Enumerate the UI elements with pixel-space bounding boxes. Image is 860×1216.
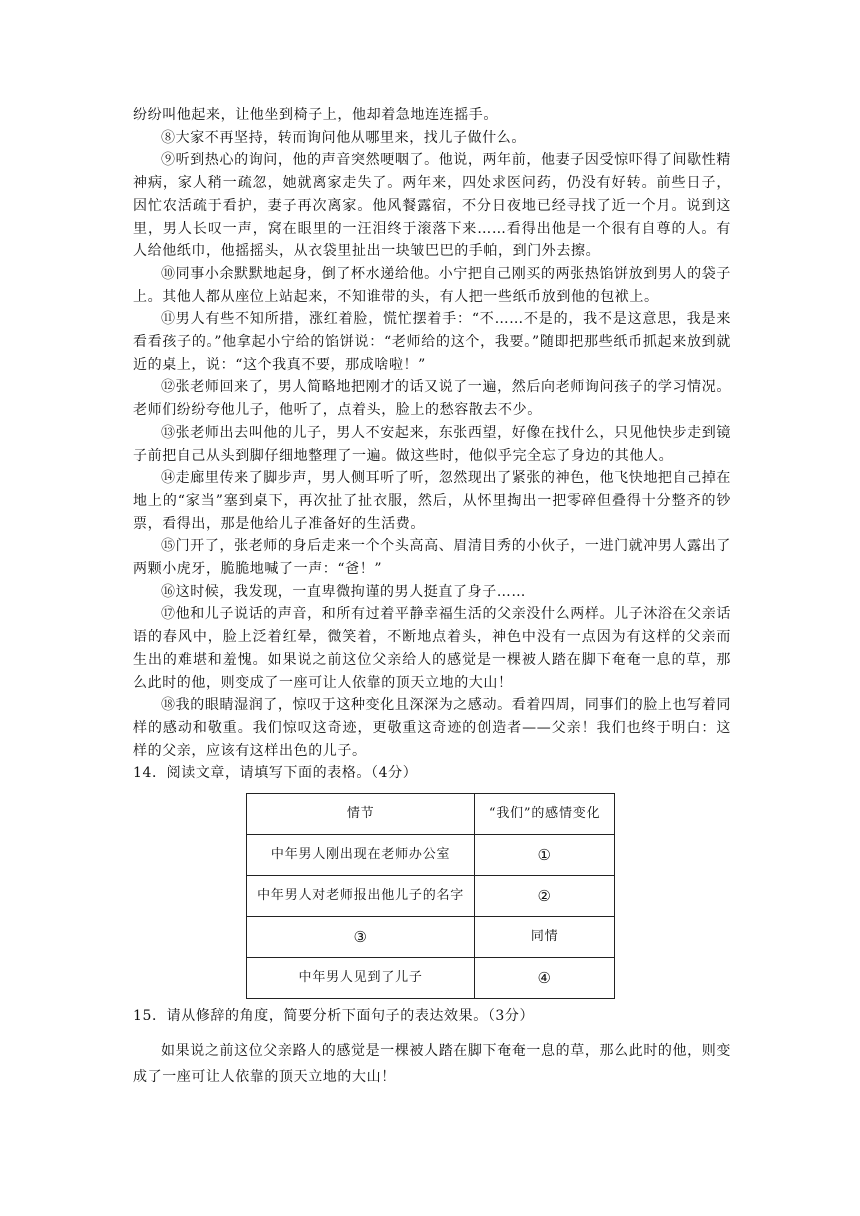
paragraph-11: ⑪男人有些不知所措，涨红着脸，慌忙摆着手：“不……不是的，我不是这意思，我是来看看孩子的。”他拿起小宁给的馅饼说：“老师给的这个，我要。”随即把那些纸币抓起来放到就近的桌上，说：“这个我真不要，那成啥啦！” — [133, 311, 731, 373]
table-cell-feeling: 同情 — [475, 917, 615, 958]
paragraph-8: ⑧大家不再坚持，转而询问他从哪里来，找儿子做什么。 — [161, 129, 526, 146]
question-14-prompt: 14．阅读文章，请填写下面的表格。（4分） — [133, 765, 418, 782]
table-header-plot: 情节 — [247, 794, 475, 835]
table-cell-plot: 中年男人对老师报出他儿子的名字 — [247, 876, 475, 917]
table-cell-plot: 中年男人见到了儿子 — [247, 958, 475, 999]
paragraph-16: ⑯这时候，我发现，一直卑微拘谨的男人挺直了身子…… — [161, 583, 526, 600]
table-cell-answer-blank[interactable]: ④ — [475, 958, 615, 999]
question-14-table — [246, 793, 615, 999]
table-header-feeling: “我们”的感情变化 — [475, 794, 615, 835]
paragraph-9: ⑨听到热心的询问，他的声音突然哽咽了。他说，两年前，他妻子因受惊吓得了间歇性精神病，家人稍一疏忽，她就离家走失了。两年来，四处求医问药，仍没有好转。前些日子，因忙农活疏于看护，妻子再次离家。他风餐露宿，不分日夜地已经寻找了近一个月。说到这里，男人长叹一声，窝在眼里的一汪泪终于滚落下来……看得出他是一个很有自尊的人。有人给他纸巾，他摇摇头，从衣袋里扯出一块皱巴巴的手帕，到门外去擦。 — [133, 152, 731, 260]
table-row — [247, 835, 615, 876]
question-15-prompt: 15．请从修辞的角度，简要分析下面句子的表达效果。（3分） — [133, 1008, 535, 1025]
table-cell-answer-blank[interactable]: ③ — [247, 917, 475, 958]
paragraph-13: ⑬张老师出去叫他的儿子，男人不安起来，东张西望，好像在找什么，只见他快步走到镜子前把自己从头到脚仔细地整理了一遍。做这些时，他似乎完全忘了身边的其他人。 — [133, 424, 731, 464]
paragraph-10: ⑩同事小余默默地起身，倒了杯水递给他。小宁把自己刚买的两张热馅饼放到男人的袋子上。其他人都从座位上站起来，不知谁带的头，有人把一些纸币放到他的包袱上。 — [133, 265, 731, 305]
table-cell-answer-blank[interactable]: ① — [475, 835, 615, 876]
table-cell-answer-blank[interactable]: ② — [475, 876, 615, 917]
table-row — [247, 876, 615, 917]
paragraph-12: ⑫张老师回来了，男人简略地把刚才的话又说了一遍，然后向老师询问孩子的学习情况。老师们纷纷夸他儿子，他听了，点着头，脸上的愁容散去不少。 — [133, 379, 731, 419]
document-page — [133, 104, 731, 1090]
paragraph-18: ⑱我的眼睛湿润了，惊叹于这种变化且深深为之感动。看着四周，同事们的脸上也写着同样的感动和敬重。我们惊叹这奇迹，更敬重这奇迹的创造者——父亲！我们也终于明白：这样的父亲，应该有这样出色的儿子。 — [133, 697, 731, 759]
paragraph-0: 纷纷叫他起来，让他坐到椅子上，他却着急地连连摇手。 — [133, 107, 498, 123]
table-cell-plot: 中年男人刚出现在老师办公室 — [247, 835, 475, 876]
paragraph-15: ⑮门开了，张老师的身后走来一个个头高高、眉清目秀的小伙子，一进门就冲男人露出了两颗小虎牙，脆脆地喊了一声：“爸！” — [133, 538, 731, 578]
table-header-row — [247, 794, 615, 835]
paragraph-17: ⑰他和儿子说话的声音，和所有过着平静幸福生活的父亲没什么两样。儿子沐浴在父亲话语的春风中，脸上泛着红晕，微笑着，不断地点着头，神色中没有一点因为有这样的父亲而生出的难堪和羞愧。如果说之前这位父亲给人的感觉是一棵被人踏在脚下奄奄一息的草，那么此时的他，则变成了一座可让人依靠的顶天立地的大山！ — [133, 606, 731, 691]
table-row — [247, 958, 615, 999]
paragraph-14: ⑭走廊里传来了脚步声，男人侧耳听了听，忽然现出了紧张的神色，他飞快地把自己掉在地上的“家当”塞到桌下，再次扯了扯衣服，然后，从怀里掏出一把零碎但叠得十分整齐的钞票，看得出，那是他给儿子准备好的生活费。 — [133, 470, 731, 532]
question-15-quote: 如果说之前这位父亲路人的感觉是一棵被人踏在脚下奄奄一息的草，那么此时的他，则变成了一座可让人依靠的顶天立地的大山！ — [133, 1042, 731, 1085]
table-row — [247, 917, 615, 958]
